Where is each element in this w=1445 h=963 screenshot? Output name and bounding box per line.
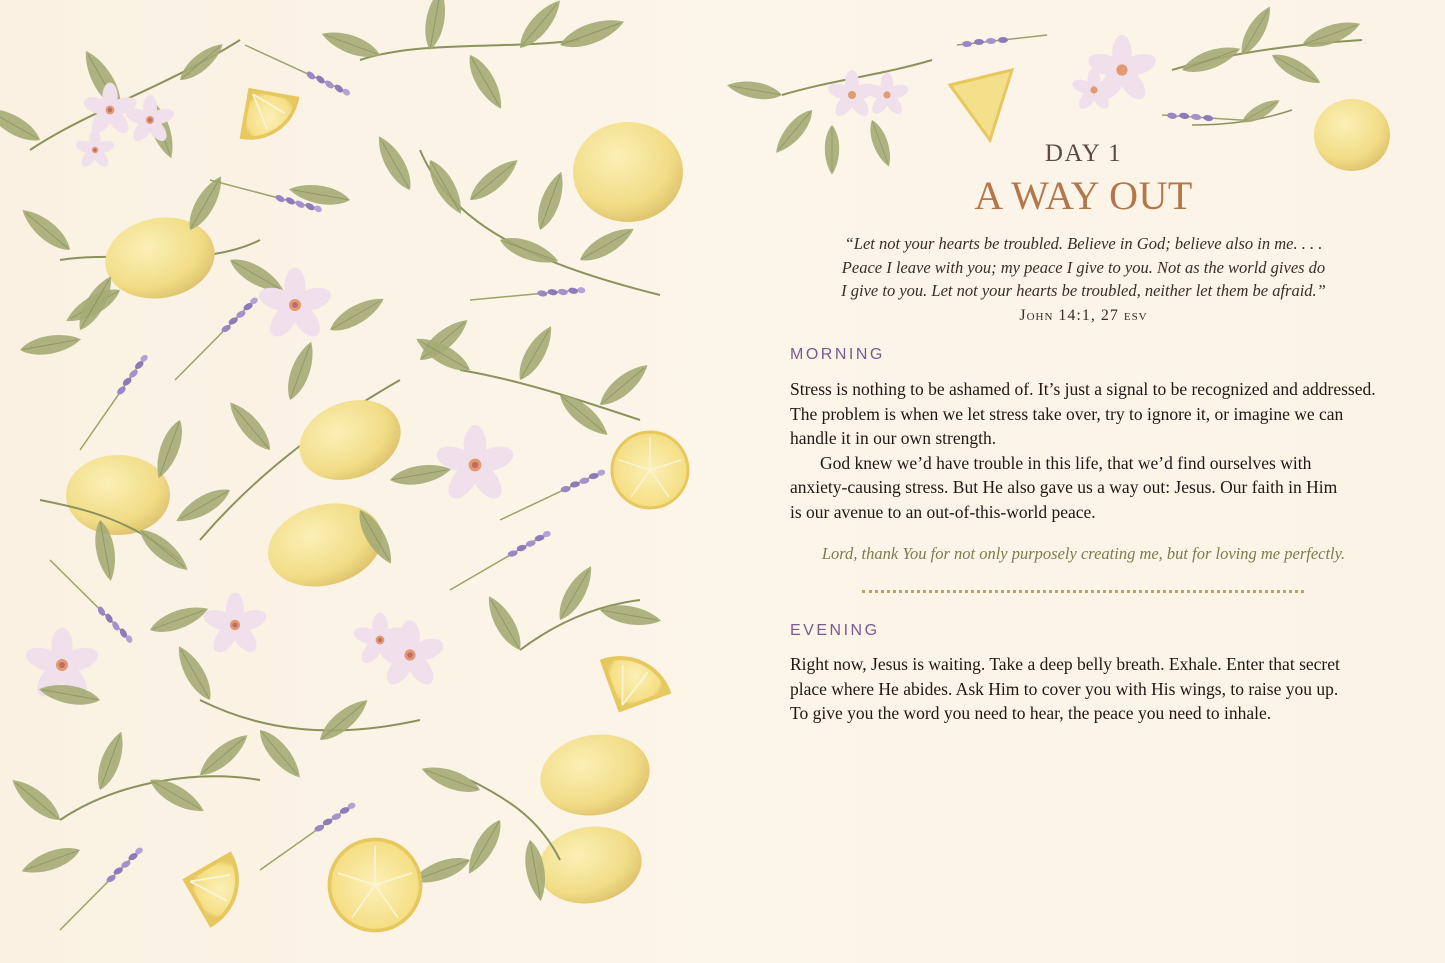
text-line: The problem is when we let stress take over, try to ignore it, or imagine we can xyxy=(790,403,1344,424)
dotted-divider xyxy=(862,590,1304,593)
morning-text xyxy=(790,377,1410,524)
text-line: place where He abides. Ask Him to cover you with His wings, to raise you up. xyxy=(790,678,1339,699)
evening-heading: EVENING xyxy=(790,622,880,639)
lemon-botanical-illustration xyxy=(0,0,722,963)
text-line: Stress is nothing to be ashamed of. It’s just a signal to be recognized and addressed. xyxy=(790,379,1376,399)
verse-line: Peace I leave with you; my peace I give to you. Not as the world gives do xyxy=(841,257,1326,277)
verse-line: I give to you. Let not your hearts be troubled, neither let them be afraid.” xyxy=(841,281,1326,300)
text-line: God knew we’d have trouble in this life, that we’d find ourselves with xyxy=(820,452,1312,473)
text-line: Right now, Jesus is waiting. Take a deep belly breath. Exhale. Enter that secret xyxy=(790,654,1340,674)
devotional-page xyxy=(722,0,1445,963)
morning-heading: MORNING xyxy=(790,346,885,363)
text-line: To give you the word you need to hear, the peace you need to inhale. xyxy=(790,703,1272,723)
prayer-line: Lord, thank You for not only purposely creating me, but for loving me perfectly. xyxy=(821,544,1346,563)
devotional-title: A WAY OUT xyxy=(974,173,1193,218)
text-line: handle it in our own strength. xyxy=(790,428,997,448)
verse-line: “Let not your hearts be troubled. Believe in God; believe also in me. . . . xyxy=(844,234,1323,253)
evening-text xyxy=(790,652,1410,726)
text-line: is our avenue to an out-of-this-world peace. xyxy=(790,501,1096,522)
illustration-page xyxy=(0,0,722,963)
day-label: DAY 1 xyxy=(1044,140,1123,167)
text-line: anxiety-causing stress. But He also gave us a way out: Jesus. Our faith in Him xyxy=(790,477,1338,497)
scripture-quote xyxy=(782,232,1385,303)
scripture-reference: John 14:1, 27 esv xyxy=(1019,307,1148,324)
